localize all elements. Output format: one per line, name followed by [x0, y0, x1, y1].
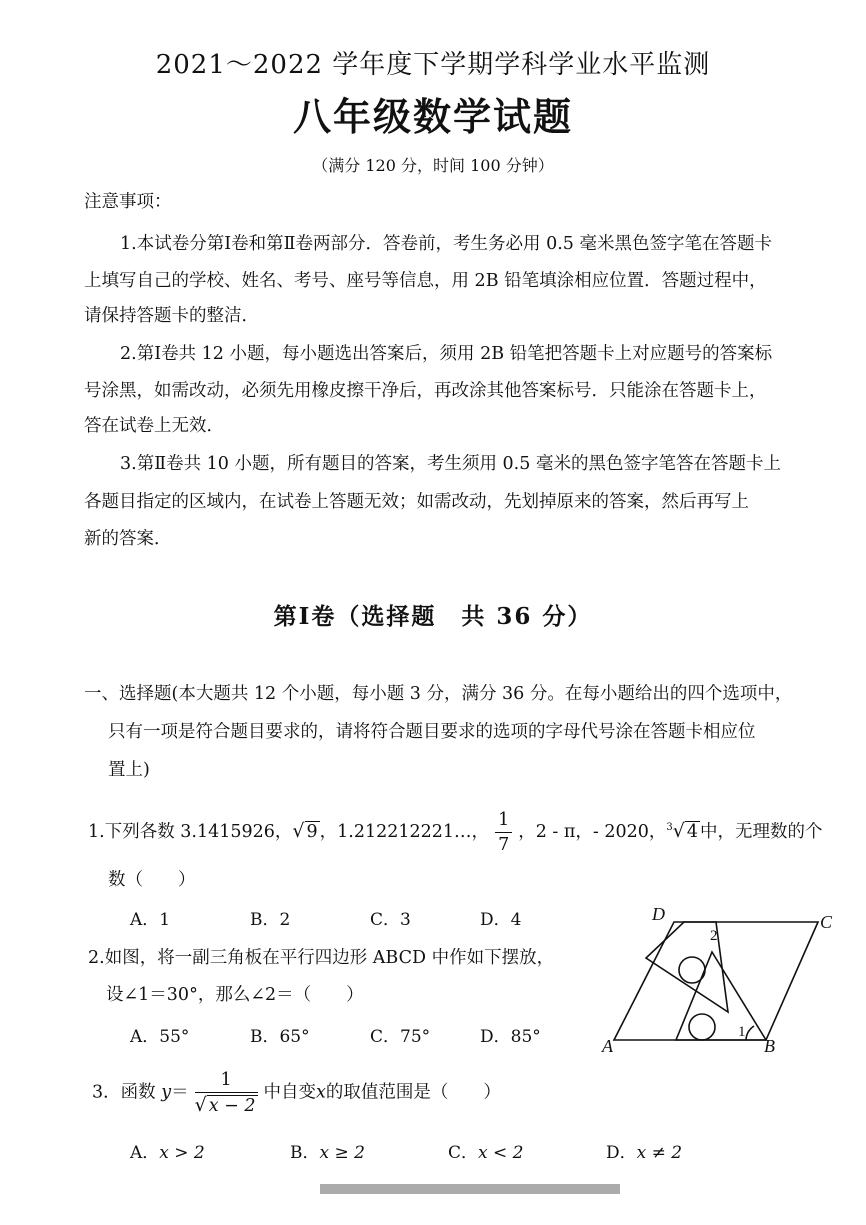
angle-2-label: 2: [710, 928, 718, 944]
q2-option-d[interactable]: D．85°: [480, 1027, 541, 1047]
q3-frac-den: √ x − 2: [194, 1094, 256, 1116]
exam-title: 八年级数学试题: [292, 94, 573, 139]
q1-sqrt9: 9: [306, 822, 318, 842]
notice-item2-line2: 号涂黑，如需改动，必须先用橡皮擦干净后，再改涂其他答案标号．只能涂在答题卡上，: [84, 381, 767, 401]
vertex-d-label: D: [652, 904, 665, 924]
q1-option-c[interactable]: C．3: [370, 910, 411, 930]
q3-fraction: [195, 1068, 258, 1118]
q2-option-c[interactable]: C．75°: [370, 1027, 431, 1047]
section-instructions-line3: 置上): [108, 760, 150, 780]
notice-item2-line3: 答在试卷上无效．: [84, 416, 224, 436]
q3-x: x: [316, 1082, 326, 1103]
q1-cbrt-radicand: 4: [686, 822, 699, 842]
q1-option-a[interactable]: A．1: [130, 910, 171, 930]
q3-suffix: 中自变: [263, 1082, 317, 1103]
vertex-a-label: A: [602, 1036, 613, 1056]
angle-1-arc: [746, 1026, 754, 1040]
notice-item1-line1: 1.本试卷分第Ⅰ卷和第Ⅱ卷两部分．答卷前，考生务必用 0.5 毫米黑色签字笔在答题卡: [120, 234, 772, 254]
notice-item3-line3: 新的答案．: [84, 529, 172, 549]
question-2-line1: 2.如图，将一副三角板在平行四边形 ABCD 中作如下摆放，: [88, 948, 555, 968]
q1-option-b[interactable]: B．2: [250, 910, 291, 930]
section-instructions-line1: 一、选择题(本大题共 12 个小题，每小题 3 分，满分 36 分。在每小题给出的四个选项中，: [84, 684, 793, 704]
notice-item2-line1: 2.第Ⅰ卷共 12 小题，每小题选出答案后，须用 2B 铅笔把答题卡上对应题号的答案标: [120, 344, 773, 364]
q3-frac-num: 1: [195, 1068, 258, 1093]
notice-item1-line3: 请保持答题卡的整洁．: [84, 306, 259, 326]
page-footer-smudge: [320, 1184, 620, 1194]
q1-option-d[interactable]: D．4: [480, 910, 522, 930]
exam-header-line1: 2021～2022 学年度下学期学科学业水平监测: [155, 50, 711, 80]
q1-fraction: [495, 808, 512, 857]
q3-eq: ＝: [171, 1082, 189, 1103]
q2-option-b[interactable]: B．65°: [250, 1027, 310, 1047]
notice-item1-line2: 上填写自己的学校、姓名、考号、座号等信息，用 2B 铅笔填涂相应位置．答题过程中，: [84, 271, 767, 291]
q1-mid: ，1.212212221…，: [319, 822, 490, 842]
q2-option-a[interactable]: A．55°: [130, 1027, 190, 1047]
notice-item3-line1: 3.第Ⅱ卷共 10 小题，所有题目的答案，考生须用 0.5 毫米的黑色签字笔答在答题卡上: [120, 454, 781, 474]
question-3-stem: [92, 1068, 501, 1118]
question-1-stem: 1.下列各数 3.1415926，√ 9 ，1.212212221…， $\frac{1}{7}$ ，2 - π，- 2020，$^3$√ 4 中，无理数的个: [88, 810, 823, 855]
q3-option-d[interactable]: D．x ≠ 2: [606, 1143, 683, 1163]
vertex-c-label: C: [820, 912, 833, 932]
section-title: 第Ⅰ卷（选择题 共 36 分）: [273, 603, 593, 630]
q3-option-b[interactable]: B．x ≥ 2: [290, 1143, 365, 1163]
q1-rest: ，2 - π，- 2020，: [518, 822, 667, 842]
q1-prefix: 1.下列各数 3.1415926，: [88, 822, 293, 842]
exam-subtitle: （满分 120 分，时间 100 分钟）: [312, 156, 554, 175]
q1-suffix: 中，无理数的个: [700, 822, 823, 842]
q3-prefix: 3．函数: [92, 1082, 156, 1103]
q3-option-c[interactable]: C．x < 2: [448, 1143, 524, 1163]
question-2-line2: 设∠1＝30°，那么∠2＝（ ）: [106, 985, 364, 1005]
q1-cbrt-index: 3: [666, 822, 673, 834]
parallelogram-figure: [596, 900, 842, 1060]
vertex-b-label: B: [764, 1036, 775, 1056]
q3-suffix2: 的取值范围是（ ）: [325, 1082, 501, 1103]
section-instructions-line2: 只有一项是符合题目要求的，请将符合题目要求的选项的字母代号涂在答题卡相应位: [108, 722, 756, 742]
ruler-hole-lower: [689, 1014, 715, 1040]
q3-y: y: [161, 1082, 172, 1103]
q1-frac-den: 7: [498, 835, 510, 855]
question-1-line2: 数（ ）: [108, 870, 196, 890]
q1-frac-num: 1: [495, 808, 512, 833]
angle-1-label: 1: [738, 1024, 746, 1040]
notice-item3-line2: 各题目指定的区域内，在试卷上答题无效；如需改动，先划掉原来的答案，然后再写上: [84, 492, 749, 512]
notice-heading: 注意事项：: [84, 192, 172, 212]
q3-option-a[interactable]: A．x > 2: [130, 1143, 205, 1163]
